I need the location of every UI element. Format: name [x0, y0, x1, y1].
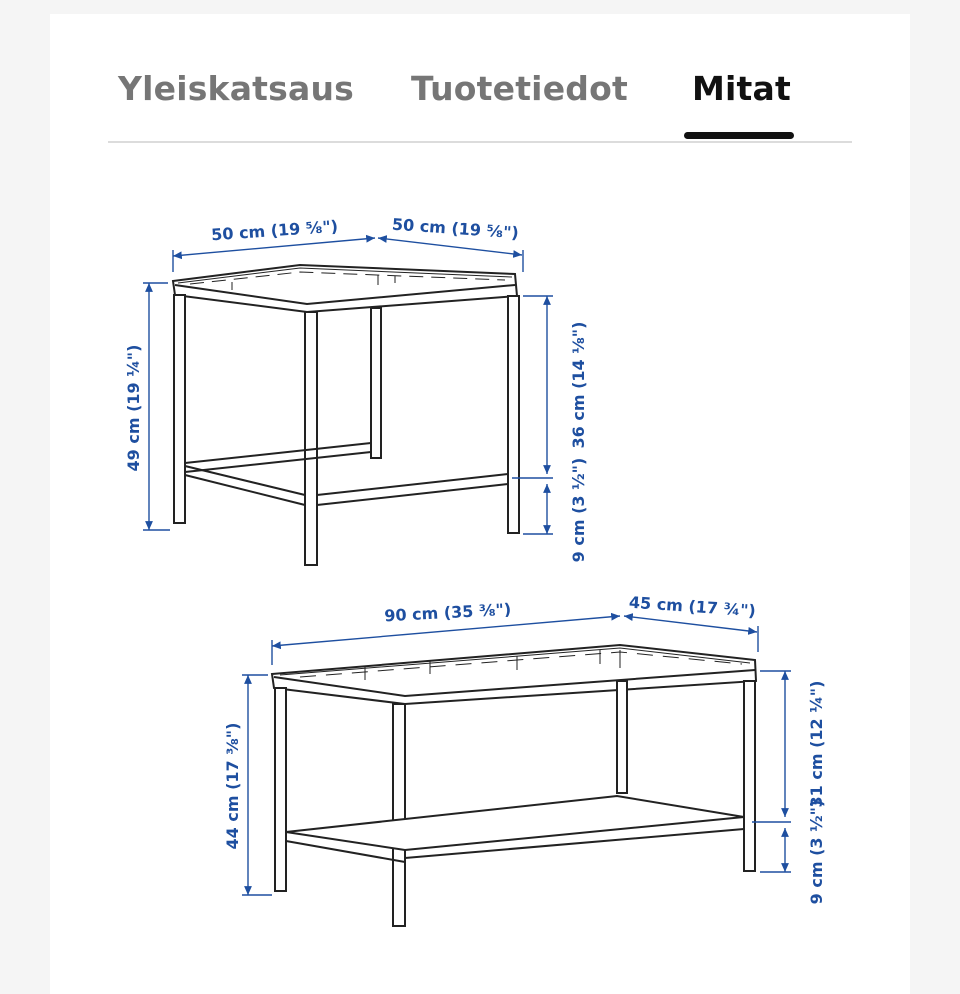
coffee-table-leg-clearance-label: 9 cm (3 ½"): [807, 799, 826, 905]
tab-dimensions[interactable]: Mitat: [692, 69, 791, 108]
side-table-width-label: 50 cm (19 ⅝"): [210, 216, 339, 245]
tab-overview[interactable]: Yleiskatsaus: [118, 69, 354, 108]
coffee-table-height-label: 44 cm (17 ⅜"): [223, 722, 242, 850]
side-table-shelf-gap-label: 36 cm (14 ⅛"): [569, 321, 588, 449]
product-card: [50, 14, 910, 994]
coffee-table-width-label: 90 cm (35 ⅜"): [383, 599, 512, 626]
side-table-illustration: [173, 265, 519, 565]
side-table-depth-label: 50 cm (19 ⅝"): [391, 214, 520, 243]
coffee-table-shelf-gap-label: 31 cm (12 ¼"): [807, 680, 826, 808]
tab-product-details[interactable]: Tuotetiedot: [411, 69, 628, 108]
side-table-height-label: 49 cm (19 ¼"): [124, 344, 143, 472]
side-table-leg-clearance-label: 9 cm (3 ½"): [569, 457, 588, 563]
coffee-table-depth-label: 45 cm (17 ¾"): [628, 592, 757, 621]
coffee-table-illustration: [272, 645, 756, 926]
dimensions-drawing: [50, 14, 910, 984]
